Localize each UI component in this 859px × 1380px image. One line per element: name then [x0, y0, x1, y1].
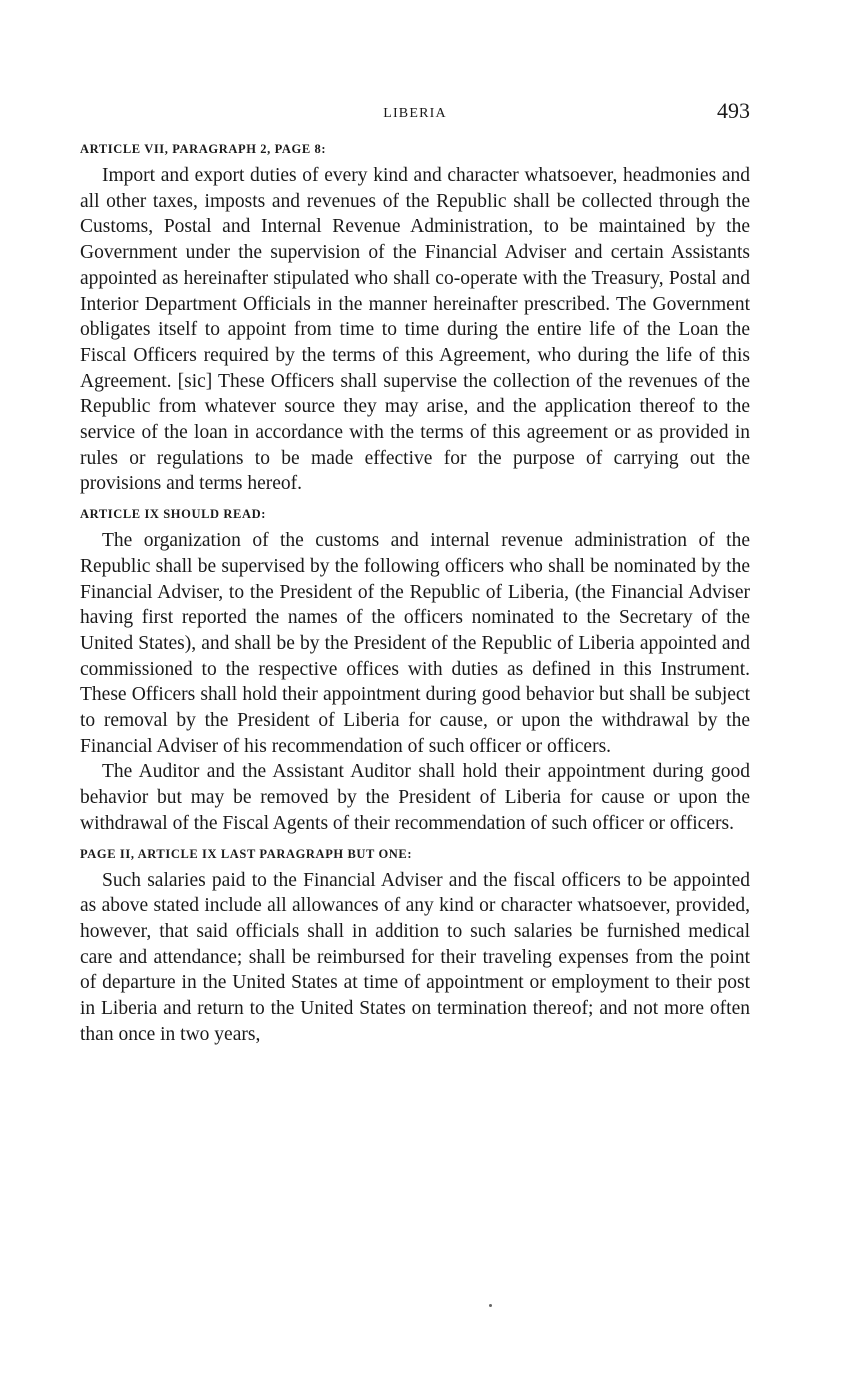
paragraph-article-ix-auditor: The Auditor and the Assistant Auditor shall hold their appointment during good behavior but may be removed by the President of Liberia for cause or upon the withdrawal of the Fiscal Agents of their recommendation of such officer or officers.	[80, 761, 750, 834]
section-heading-page-ii: PAGE II, ARTICLE IX LAST PARAGRAPH BUT ONE:	[80, 846, 413, 861]
running-header	[80, 98, 750, 130]
page-number: 493	[717, 98, 750, 123]
section-heading-article-vii: ARTICLE VII, PARAGRAPH 2, PAGE 8:	[80, 142, 327, 156]
document-page	[80, 98, 750, 1048]
paragraph-article-ix-organization: The organization of the customs and internal revenue administration of the Republic shall be supervised by the following officers who shall be nominated by the Financial Adviser, to the President of the Republic of Liberia, (the Financial Adviser having first reported the names of the officers nominated to the Secretary of the United States), and shall be by the President of the Republic of Liberia appointed and commissioned to the respective offices with duties as defined in this Instrument. These Officers shall hold their appointment during good behavior but shall be subject to removal by the President of Liberia for cause, or upon the withdrawal by the Financial Adviser of his recommendation of such officer or officers.	[80, 530, 750, 757]
running-title: LIBERIA	[383, 106, 447, 121]
paragraph-article-vii: Import and export duties of every kind and character whatsoever, headmonies and all other taxes, imposts and revenues of the Republic shall be collected through the Customs, Postal and Internal Revenue Administration, to be maintained by the Government under the supervision of the Financial Adviser and certain Assistants appointed as hereinafter stipulated who shall co-operate with the Treasury, Postal and Interior Department Officials in the manner hereinafter prescribed. The Government obligates itself to appoint from time to time during the entire life of the Loan the Fiscal Officers required by the terms of this Agreement, who during the life of this Agreement. [sic] These Officers shall supervise the collection of the revenues of the Republic from whatever source they may arise, and the application thereof to the service of the loan in accordance with the terms of this agreement or as provided in rules or regulations to be made effective for the purpose of carrying out the provisions and terms hereof.	[80, 165, 750, 495]
paragraph-salaries: Such salaries paid to the Financial Adviser and the fiscal officers to be appointed as above stated include all allowances of any kind or character whatsoever, provided, however, that said officials shall in addition to such salaries be furnished medical care and attendance; shall be reimbursed for their traveling expenses from the point of departure in the United States at time of appointment or employment to their post in Liberia and return to the United States on termination thereof; and not more often than once in two years,	[80, 869, 750, 1045]
section-heading-article-ix: ARTICLE IX SHOULD READ:	[80, 507, 266, 522]
print-speck	[489, 1304, 492, 1307]
